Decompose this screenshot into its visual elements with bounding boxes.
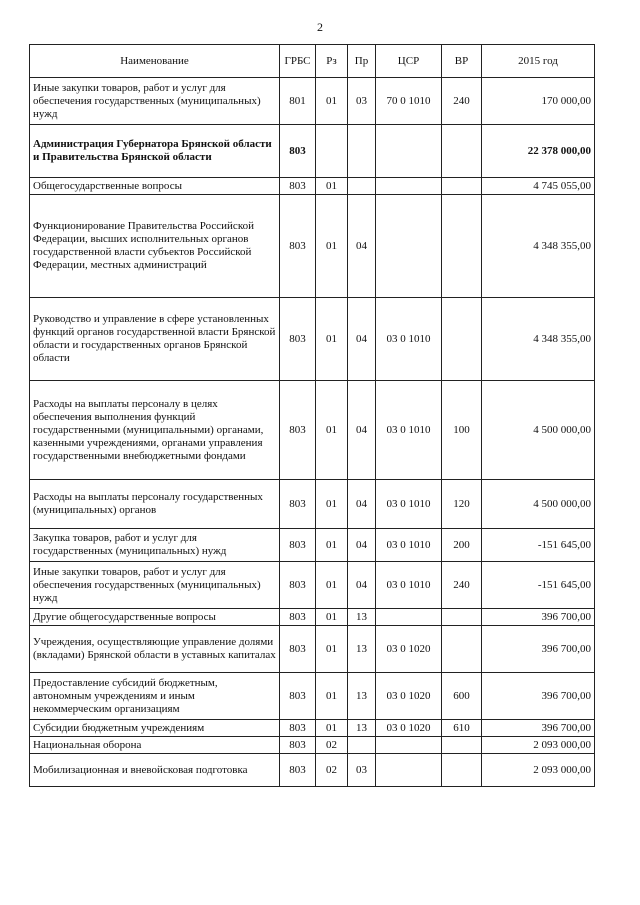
- header-grbs: ГРБС: [280, 45, 316, 78]
- cell-pr: [348, 125, 376, 178]
- cell-name: Закупка товаров, работ и услуг для государственных (муниципальных) нужд: [30, 529, 280, 562]
- cell-grbs: 803: [280, 673, 316, 720]
- cell-pr: 03: [348, 754, 376, 787]
- cell-rz: 01: [316, 178, 348, 195]
- cell-pr: 04: [348, 195, 376, 298]
- table-row: [30, 562, 595, 609]
- cell-amount: 4 500 000,00: [482, 381, 595, 480]
- cell-vr: [442, 178, 482, 195]
- cell-name: Расходы на выплаты персоналу государственных (муниципальных) органов: [30, 480, 280, 529]
- table-row: [30, 78, 595, 125]
- cell-pr: [348, 178, 376, 195]
- cell-amount: -151 645,00: [482, 562, 595, 609]
- table-row: [30, 381, 595, 480]
- cell-name: Расходы на выплаты персоналу в целях обеспечения выполнения функций государственными (муниципальными) органами, казенными учреждениями, органами управления государственными внебюджетными фондами: [30, 381, 280, 480]
- cell-rz: 01: [316, 195, 348, 298]
- cell-pr: 13: [348, 609, 376, 626]
- cell-rz: 01: [316, 720, 348, 737]
- cell-amount: 4 745 055,00: [482, 178, 595, 195]
- cell-vr: [442, 754, 482, 787]
- table-row: [30, 480, 595, 529]
- page-number: 2: [317, 20, 323, 34]
- cell-rz: 01: [316, 673, 348, 720]
- cell-vr: 200: [442, 529, 482, 562]
- cell-pr: 04: [348, 529, 376, 562]
- cell-pr: 04: [348, 381, 376, 480]
- table-row: [30, 737, 595, 754]
- cell-vr: 600: [442, 673, 482, 720]
- cell-amount: -151 645,00: [482, 529, 595, 562]
- cell-grbs: 803: [280, 195, 316, 298]
- cell-csr: [376, 178, 442, 195]
- cell-vr: [442, 298, 482, 381]
- cell-vr: [442, 195, 482, 298]
- cell-rz: 01: [316, 562, 348, 609]
- table-row: [30, 298, 595, 381]
- cell-grbs: 803: [280, 754, 316, 787]
- cell-amount: 2 093 000,00: [482, 737, 595, 754]
- cell-name: Иные закупки товаров, работ и услуг для обеспечения государственных (муниципальных) нужд: [30, 562, 280, 609]
- cell-vr: 610: [442, 720, 482, 737]
- cell-grbs: 803: [280, 125, 316, 178]
- cell-vr: 240: [442, 562, 482, 609]
- cell-amount: 396 700,00: [482, 720, 595, 737]
- cell-amount: 396 700,00: [482, 626, 595, 673]
- cell-csr: 03 0 1010: [376, 480, 442, 529]
- table-row: [30, 673, 595, 720]
- cell-grbs: 803: [280, 737, 316, 754]
- cell-pr: 03: [348, 78, 376, 125]
- cell-csr: 03 0 1010: [376, 562, 442, 609]
- header-csr: ЦСР: [376, 45, 442, 78]
- cell-csr: [376, 609, 442, 626]
- cell-amount: 396 700,00: [482, 673, 595, 720]
- cell-amount: 170 000,00: [482, 78, 595, 125]
- cell-name: Предоставление субсидий бюджетным, автономным учреждениям и иным некоммерческим организациям: [30, 673, 280, 720]
- table-header-row: [30, 45, 595, 78]
- header-pr: Пр: [348, 45, 376, 78]
- cell-name: Общегосударственные вопросы: [30, 178, 280, 195]
- cell-name: Другие общегосударственные вопросы: [30, 609, 280, 626]
- cell-pr: 13: [348, 626, 376, 673]
- cell-csr: 03 0 1020: [376, 720, 442, 737]
- cell-amount: 4 348 355,00: [482, 298, 595, 381]
- cell-rz: 01: [316, 480, 348, 529]
- cell-grbs: 803: [280, 178, 316, 195]
- cell-pr: 04: [348, 298, 376, 381]
- cell-grbs: 803: [280, 626, 316, 673]
- cell-grbs: 803: [280, 609, 316, 626]
- header-year: 2015 год: [482, 45, 595, 78]
- cell-csr: [376, 754, 442, 787]
- cell-vr: [442, 737, 482, 754]
- cell-vr: [442, 125, 482, 178]
- cell-rz: 01: [316, 609, 348, 626]
- cell-rz: 01: [316, 298, 348, 381]
- cell-csr: [376, 125, 442, 178]
- cell-name: Функционирование Правительства Российской Федерации, высших исполнительных органов государственной власти субъектов Российской Федерации, местных администраций: [30, 195, 280, 298]
- cell-amount: 2 093 000,00: [482, 754, 595, 787]
- cell-rz: 01: [316, 626, 348, 673]
- table-row: [30, 609, 595, 626]
- cell-rz: 01: [316, 381, 348, 480]
- cell-csr: 03 0 1020: [376, 626, 442, 673]
- header-name: Наименование: [30, 45, 280, 78]
- cell-vr: [442, 626, 482, 673]
- budget-table: [29, 44, 595, 787]
- table-row: [30, 626, 595, 673]
- cell-csr: [376, 737, 442, 754]
- header-vr: ВР: [442, 45, 482, 78]
- cell-grbs: 801: [280, 78, 316, 125]
- cell-csr: 03 0 1010: [376, 298, 442, 381]
- cell-vr: 240: [442, 78, 482, 125]
- cell-amount: 4 348 355,00: [482, 195, 595, 298]
- cell-csr: 03 0 1020: [376, 673, 442, 720]
- cell-vr: 100: [442, 381, 482, 480]
- cell-pr: 13: [348, 720, 376, 737]
- header-rz: Рз: [316, 45, 348, 78]
- cell-rz: [316, 125, 348, 178]
- cell-csr: 70 0 1010: [376, 78, 442, 125]
- cell-name: Иные закупки товаров, работ и услуг для обеспечения государственных (муниципальных) нужд: [30, 78, 280, 125]
- cell-vr: 120: [442, 480, 482, 529]
- cell-grbs: 803: [280, 720, 316, 737]
- cell-name: Субсидии бюджетным учреждениям: [30, 720, 280, 737]
- table-row: [30, 178, 595, 195]
- cell-pr: 04: [348, 562, 376, 609]
- cell-amount: 396 700,00: [482, 609, 595, 626]
- cell-csr: 03 0 1010: [376, 381, 442, 480]
- table-row: [30, 720, 595, 737]
- cell-rz: 02: [316, 754, 348, 787]
- cell-csr: 03 0 1010: [376, 529, 442, 562]
- cell-pr: 04: [348, 480, 376, 529]
- cell-amount: 22 378 000,00: [482, 125, 595, 178]
- cell-name: Руководство и управление в сфере установленных функций органов государственной власти Брянской области и государственных органов Брянской области: [30, 298, 280, 381]
- table-body: [30, 78, 595, 787]
- cell-grbs: 803: [280, 562, 316, 609]
- cell-amount: 4 500 000,00: [482, 480, 595, 529]
- cell-name: Учреждения, осуществляющие управление долями (вкладами) Брянской области в уставных капиталах: [30, 626, 280, 673]
- table-row: [30, 195, 595, 298]
- cell-pr: [348, 737, 376, 754]
- cell-rz: 02: [316, 737, 348, 754]
- table-row: [30, 529, 595, 562]
- cell-grbs: 803: [280, 529, 316, 562]
- cell-rz: 01: [316, 529, 348, 562]
- cell-rz: 01: [316, 78, 348, 125]
- cell-grbs: 803: [280, 298, 316, 381]
- cell-vr: [442, 609, 482, 626]
- cell-name: Национальная оборона: [30, 737, 280, 754]
- cell-pr: 13: [348, 673, 376, 720]
- cell-name: Администрация Губернатора Брянской области и Правительства Брянской области: [30, 125, 280, 178]
- table-row: [30, 125, 595, 178]
- table-row: [30, 754, 595, 787]
- cell-grbs: 803: [280, 480, 316, 529]
- cell-grbs: 803: [280, 381, 316, 480]
- cell-csr: [376, 195, 442, 298]
- cell-name: Мобилизационная и вневойсковая подготовка: [30, 754, 280, 787]
